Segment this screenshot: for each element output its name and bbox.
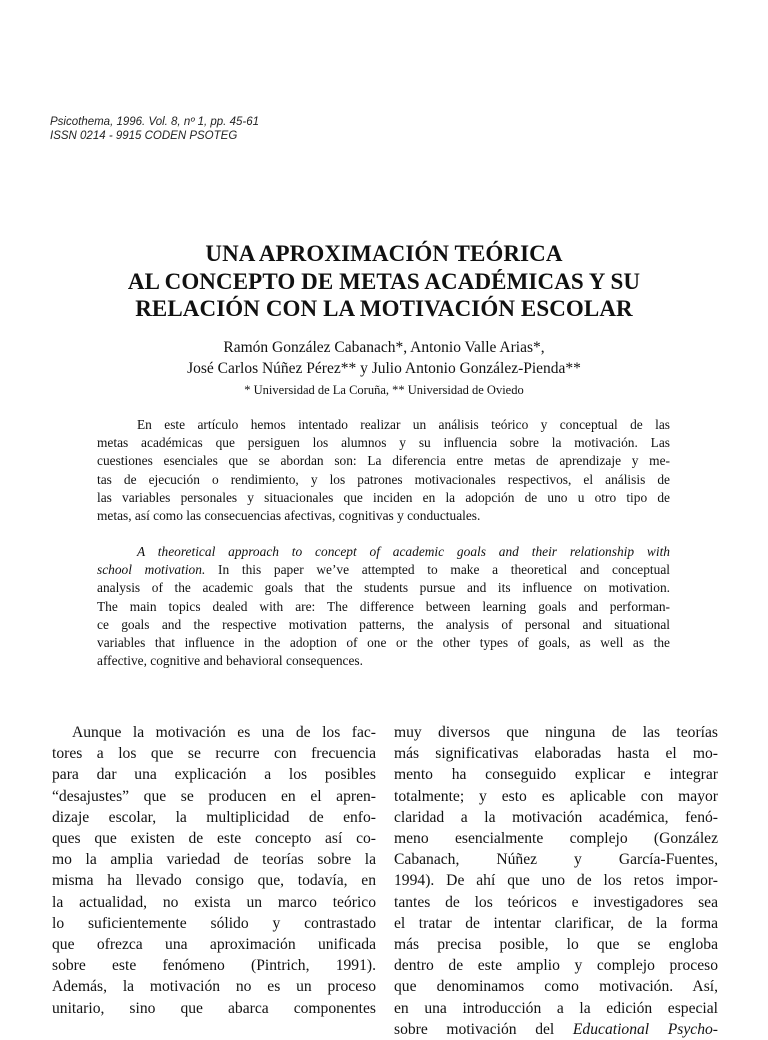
body-line: tores a los que se recurre con frecuencia bbox=[52, 745, 376, 763]
body-line: claridad a la motivación académica, fenó- bbox=[394, 808, 718, 826]
body-column-right bbox=[394, 722, 718, 1040]
body-line: mo la amplia variedad de teorías sobre la bbox=[52, 851, 376, 869]
article-title-line: AL CONCEPTO DE METAS ACADÉMICAS Y SU bbox=[127, 268, 641, 294]
body-line-start: sobre motivación del bbox=[394, 1020, 573, 1038]
body-column-left bbox=[52, 722, 376, 1019]
abstract-line: The main topics dealed with are: The difference between learning goals and performan- bbox=[97, 598, 670, 614]
body-line: más significativas elaboradas hasta el mo- bbox=[394, 745, 718, 763]
body-line: Cabanach, Núñez y García-Fuentes, bbox=[394, 851, 718, 869]
body-line: en una introducción a la edición especial bbox=[394, 999, 718, 1017]
body-line: muy diversos que ninguna de las teorías bbox=[394, 724, 718, 741]
body-line: ques que existen de este concepto así co- bbox=[52, 830, 376, 848]
abstract-line: cuestiones esenciales que se abordan son: La diferencia entre metas de aprendizaje y me- bbox=[97, 453, 670, 469]
body-line: totalmente; y esto es aplicable con mayor bbox=[394, 787, 718, 805]
journal-header bbox=[50, 115, 259, 143]
body-line: Aunque la motivación es una de los fac- bbox=[72, 724, 376, 741]
body-line: lo suficientemente sólido y contrastado bbox=[52, 914, 376, 932]
body-line bbox=[394, 1019, 718, 1040]
english-title-line: A theoretical approach to concept of academic goals and their relationship with bbox=[137, 544, 670, 559]
abstract-line: variables that influence in the adoption of one or the other types of goals, as well as the bbox=[97, 635, 670, 651]
journal-citation: Psicothema, 1996. Vol. 8, nº 1, pp. 45-61 bbox=[50, 116, 259, 128]
abstract-line: analysis of the academic goals that the students pursue and its influence on motivation. bbox=[97, 580, 670, 596]
body-line: meno esencialmente complejo (González bbox=[394, 830, 718, 848]
abstract-line-rest: In this paper we’ve attempted to make a theoretical and conceptual bbox=[205, 562, 670, 578]
abstract-line: affective, cognitive and behavioral consequences. bbox=[97, 653, 363, 669]
abstract-line: metas, así como las consecuencias afectivas, cognitivas y conductuales. bbox=[97, 508, 481, 524]
affiliation: * Universidad de La Coruña, ** Universidad de Oviedo bbox=[244, 383, 524, 397]
body-line: más precisa posible, lo que se engloba bbox=[394, 936, 718, 954]
body-line: mento ha conseguido explicar e integrar bbox=[394, 766, 718, 784]
body-line: para dar una explicación a los posibles bbox=[52, 766, 376, 784]
abstract-line: las variables personales y situacionales que inciden en la adopción de uno u otro tipo de bbox=[97, 489, 670, 505]
journal-issn: ISSN 0214 - 9915 CODEN PSOTEG bbox=[50, 130, 238, 142]
article-title-line: UNA APROXIMACIÓN TEÓRICA bbox=[205, 241, 563, 266]
body-line: misma ha llevado consigo que, todavía, en bbox=[52, 872, 376, 890]
abstract-line: tas de ejecución o rendimiento, y los patrones motivacionales respectivos, el análisis de bbox=[97, 471, 670, 487]
article-title-line: RELACIÓN CON LA MOTIVACIÓN ESCOLAR bbox=[135, 296, 633, 321]
body-line: que denominamos como motivación. Así, bbox=[394, 978, 718, 996]
body-line: tantes de los teóricos e investigadores sea bbox=[394, 893, 718, 911]
body-line: 1994). De ahí que uno de los retos impor- bbox=[394, 872, 718, 890]
body-line: Además, la motivación no es un proceso bbox=[52, 978, 376, 996]
english-title-end: school motivation. bbox=[97, 562, 206, 578]
abstract-line: metas académicas que persiguen los alumnos y su influencia sobre la motivación. Las bbox=[97, 435, 670, 451]
abstract-spanish bbox=[97, 416, 670, 525]
abstract-english bbox=[97, 543, 670, 670]
authors-line: Ramón González Cabanach*, Antonio Valle Arias*, bbox=[223, 339, 545, 356]
body-line: el tratar de intentar clarificar, de la forma bbox=[394, 914, 718, 932]
body-line: sobre este fenómeno (Pintrich, 1991). bbox=[52, 957, 376, 975]
article-title bbox=[0, 240, 768, 323]
abstract-line: En este artículo hemos intentado realizar un análisis teórico y conceptual de las bbox=[137, 417, 670, 432]
body-line: dizaje escolar, la multiplicidad de enfo- bbox=[52, 808, 376, 826]
abstract-line: ce goals and the respective motivation patterns, the analysis of personal and situational bbox=[97, 616, 670, 632]
authors bbox=[0, 337, 768, 379]
journal-name-italic: Educational Psycho- bbox=[572, 1020, 718, 1038]
body-line: dentro de este amplio y complejo proceso bbox=[394, 957, 718, 975]
body-line: “desajustes” que se producen en el apren- bbox=[52, 787, 376, 805]
body-line: que ofrezca una aproximación unificada bbox=[52, 936, 376, 954]
body-line: unitario, sino que abarca componentes bbox=[52, 999, 376, 1017]
abstract-line bbox=[97, 561, 670, 579]
authors-line: José Carlos Núñez Pérez** y Julio Antonio González-Pienda** bbox=[187, 360, 581, 377]
body-line: la actualidad, no exista un marco teórico bbox=[52, 893, 376, 911]
